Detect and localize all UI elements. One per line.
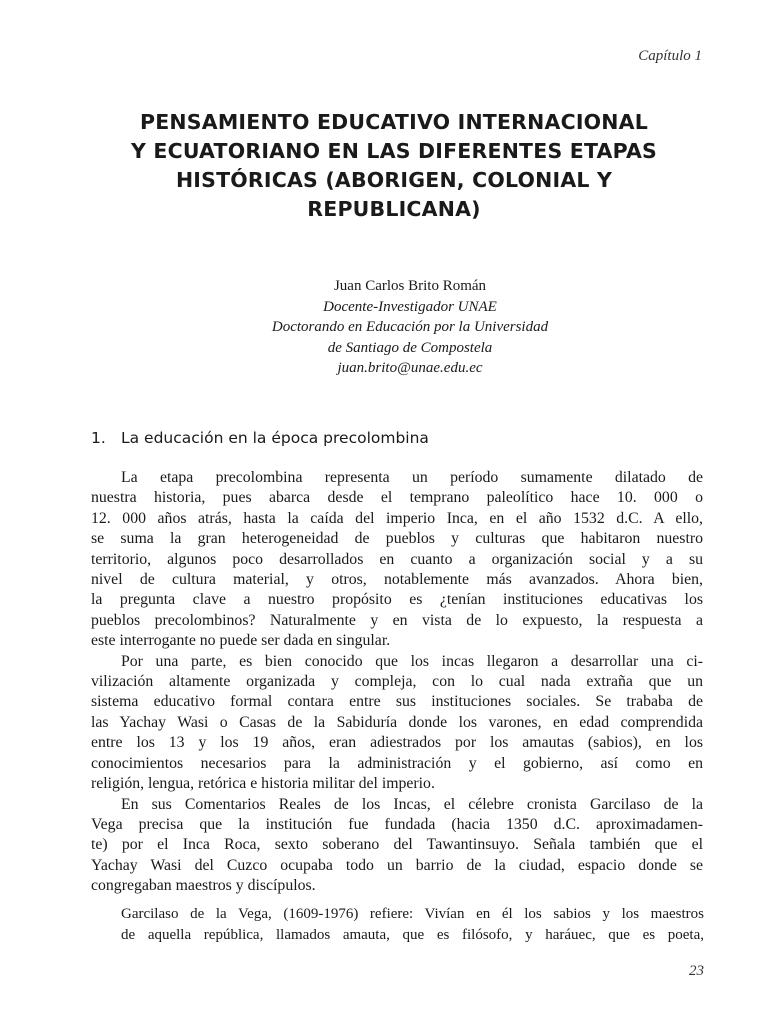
author-degree-line: de Santiago de Compostela: [327, 339, 493, 356]
text-line: este interrogante no puede ser dada en singular.: [91, 632, 391, 650]
section-heading: [91, 429, 429, 447]
text-line: religión, lengua, retórica e historia militar del imperio.: [91, 775, 435, 793]
text-line: Por una parte, es bien conocido que los incas llegaron a desarrollar una ci-: [121, 652, 703, 670]
page-number: 23: [689, 963, 704, 979]
paragraph: [91, 468, 703, 652]
running-head: Capítulo 1: [638, 48, 702, 64]
chapter-title: [84, 108, 704, 224]
title-line: Y ECUATORIANO EN LAS DIFERENTES ETAPAS: [131, 139, 657, 163]
text-line: Yachay Wasi del Cuzco ocupaba todo un barrio de la ciudad, espacio donde se: [91, 856, 703, 874]
quote-line: Garcilaso de la Vega, (1609-1976) refiere: Vivían en él los sabios y los maestros: [121, 906, 704, 922]
author-role: Docente-Investigador UNAE: [323, 298, 497, 315]
text-line: congregaban maestros y discípulos.: [91, 877, 316, 895]
text-line: la pregunta clave a nuestro propósito es ¿tenían instituciones educativas los: [91, 591, 703, 609]
paragraph: [91, 652, 703, 795]
body-text: [91, 468, 703, 897]
author-name: Juan Carlos Brito Román: [333, 278, 487, 294]
title-line: HISTÓRICAS (ABORIGEN, COLONIAL Y: [175, 168, 613, 192]
text-line: La etapa precolombina representa un período sumamente dilatado de: [121, 469, 703, 486]
text-line: se suma la gran heterogeneidad de pueblos y culturas que habitaron nuestro: [91, 530, 703, 548]
author-email: juan.brito@unae.edu.ec: [337, 360, 483, 376]
paragraph: [91, 795, 703, 897]
text-line: territorio, algunos poco desarrollados en cuanto a organización social y a su: [91, 550, 703, 568]
author-degree-line: Doctorando en Educación por la Universidad: [271, 319, 549, 335]
section-number: 1.: [91, 429, 106, 447]
title-line: REPUBLICANA): [307, 197, 481, 221]
text-line: te) por el Inca Roca, sexto soberano del Tawantinsuyo. Señala también que el: [91, 836, 703, 854]
block-quote: [121, 904, 704, 945]
title-line: PENSAMIENTO EDUCATIVO INTERNACIONAL: [140, 110, 648, 134]
text-line: conocimientos necesarios para la administración y el gobierno, así como en: [91, 754, 703, 772]
text-line: las Yachay Wasi o Casas de la Sabiduría donde los varones, en edad comprendida: [91, 713, 703, 731]
text-line: vilización altamente organizada y compleja, con lo cual nada extraña que un: [91, 673, 703, 691]
text-line: entre los 13 y los 19 años, eran adiestrados por los amautas (sabios), en los: [91, 734, 703, 752]
text-line: En sus Comentarios Reales de los Incas, el célebre cronista Garcilaso de la: [121, 795, 703, 813]
text-line: pueblos precolombinos? Naturalmente y en vista de lo expuesto, la respuesta a: [91, 611, 703, 629]
text-line: nivel de cultura material, y otros, notablemente más avanzados. Ahora bien,: [91, 571, 703, 589]
author-block: [100, 276, 720, 379]
text-line: sistema educativo formal contara entre sus instituciones sociales. Se trababa de: [91, 693, 703, 711]
text-line: nuestra historia, pues abarca desde el temprano paleolítico hace 10. 000 o: [91, 489, 703, 507]
quote-line: de aquella república, llamados amauta, que es filósofo, y haráuec, que es poeta,: [121, 926, 704, 943]
text-line: 12. 000 años atrás, hasta la caída del imperio Inca, en el año 1532 d.C. A ello,: [91, 509, 703, 527]
text-line: Vega precisa que la institución fue fundada (hacia 1350 d.C. aproximadamen-: [91, 815, 703, 833]
section-title: La educación en la época precolombina: [121, 429, 429, 447]
